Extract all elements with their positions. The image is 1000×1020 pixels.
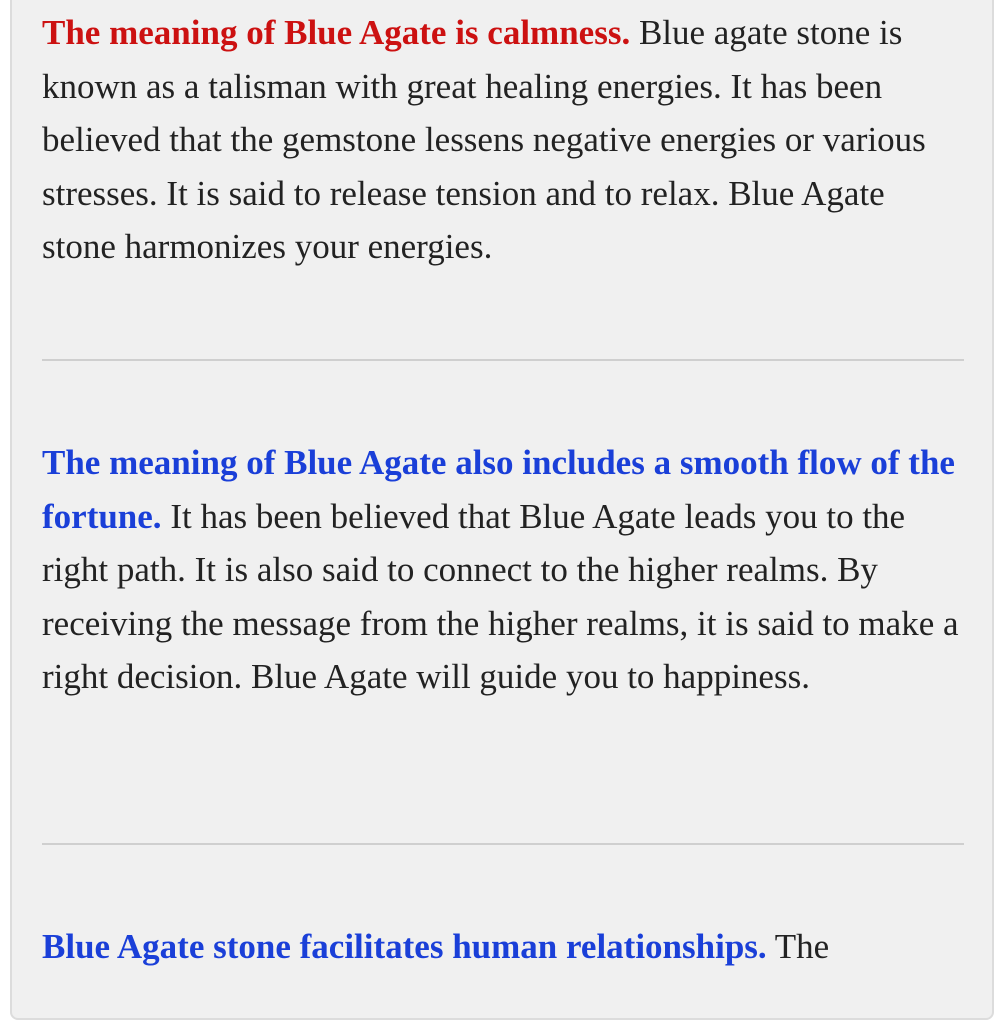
paragraph-body: It has been believed that Blue Agate leads you to the right path. It is also said to connect to the higher realms. By receiving the message from the higher realms, it is said to make a right decision. Blue Agate will guide you to happiness.: [42, 496, 959, 696]
paragraph-relationships: [42, 920, 967, 974]
article-card: [10, 0, 994, 1020]
paragraph-body: Blue agate stone is known as a talisman with great healing energies. It has been believed that the gemstone lessens negative energies or various stresses. It is said to release tension and to relax. Blue Agate stone harmonizes your energies.: [42, 13, 926, 266]
section-divider: [42, 359, 964, 361]
paragraph-heading: Blue Agate stone facilitates human relationships.: [42, 927, 767, 966]
paragraph-fortune: [42, 436, 967, 704]
paragraph-heading: The meaning of Blue Agate also includes a smooth flow of the fortune.: [42, 443, 955, 536]
paragraph-heading: The meaning of Blue Agate is calmness.: [42, 13, 631, 52]
section-divider: [42, 843, 964, 845]
paragraph-body: The: [766, 927, 830, 966]
paragraph-calmness: [42, 6, 967, 274]
